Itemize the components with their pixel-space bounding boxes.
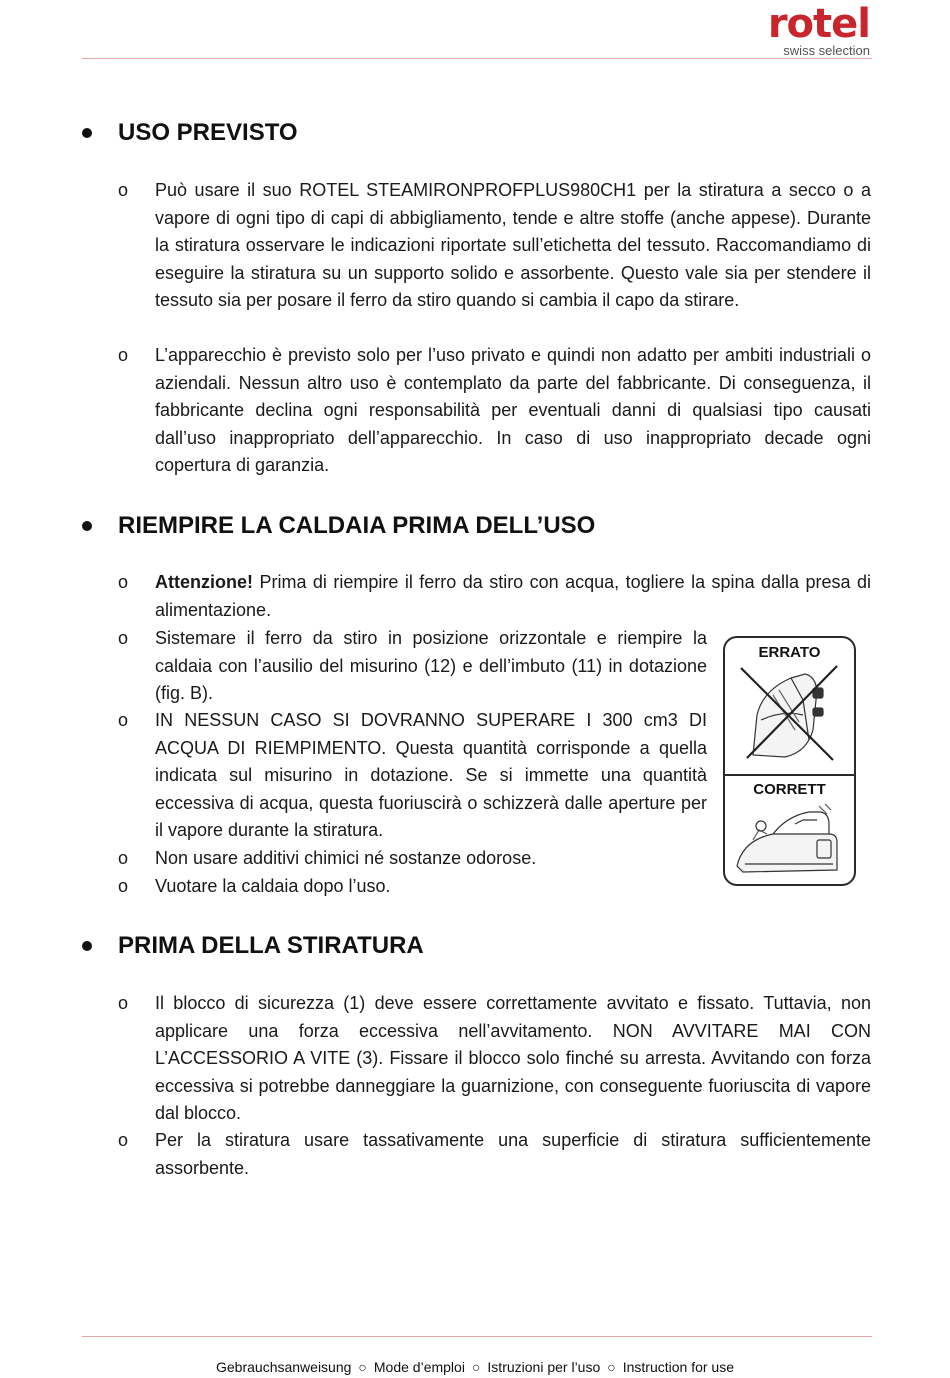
list-marker: o <box>118 345 129 365</box>
list-item-text: Non usare additivi chimici né sostanze odorose. <box>155 848 537 868</box>
logo-tagline: swiss selection <box>783 43 870 58</box>
iron-upright-icon <box>733 660 848 765</box>
section-title: RIEMPIRE LA CALDAIA PRIMA DELL’USO <box>118 512 596 539</box>
list-item-text: Sistemare il ferro da stiro in posizione orizzontale e riempire la caldaia con l’ausilio del misurino (12) e dell’imbuto (11) in dotazione (fig. B). <box>155 628 707 704</box>
figure-label-correct: CORRETT <box>753 781 826 798</box>
iron-filling-figure <box>723 636 856 886</box>
list-marker: o <box>118 628 129 648</box>
list-marker: o <box>118 876 129 896</box>
list-item-text <box>155 569 871 624</box>
footer-divider <box>82 1336 872 1337</box>
list-item-text: L’apparecchio è previsto solo per l’uso privato e quindi non adatto per ambiti industriali o aziendali. Nessun altro uso è contemplato da parte del fabbricante. Di conseguenza, il fabbricante declina ogni responsabilità per eventuali danni di qualsiasi tipo causati dall’uso inappropriato dell’apparecchio. In caso di uso inappropriato decade ogni copertura di garanzia. <box>155 345 871 476</box>
rotel-logo <box>720 1 870 58</box>
separator-icon: ○ <box>607 1359 616 1375</box>
footer-item-german: Gebrauchsanweisung <box>216 1359 352 1375</box>
bullet-icon <box>82 521 92 531</box>
section-heading-uso-previsto <box>82 118 872 154</box>
header-divider <box>82 58 872 59</box>
logo-brand: rotel <box>767 1 870 47</box>
figure-divider <box>725 774 854 776</box>
list-marker: o <box>118 848 129 868</box>
section-title: PRIMA DELLA STIRATURA <box>118 932 424 959</box>
list-marker: o <box>118 572 129 592</box>
section-title: USO PREVISTO <box>118 119 298 146</box>
list-marker: o <box>118 180 129 200</box>
attention-text: Prima di riempire il ferro da stiro con acqua, togliere la spina dalla presa di alimentazione. <box>155 572 871 620</box>
section-heading-prima-stiratura <box>82 931 872 967</box>
footer-languages <box>0 1357 950 1377</box>
footer-item-french: Mode d’emploi <box>373 1359 465 1375</box>
separator-icon: ○ <box>471 1359 481 1375</box>
list-item-text: Il blocco di sicurezza (1) deve essere correttamente avvitato e fissato. Tuttavia, non applicare una forza eccessiva nell’avvitamento. NON AVVITARE MAI CON L’ACCESSORIO A VITE (3). Fissare il blocco solo finché su arresta. Avvitando con forza eccessiva si potrebbe danneggiare la guarnizione, con conseguente fuoriuscita di vapore dal blocco. <box>155 993 871 1124</box>
bullet-icon <box>82 128 92 138</box>
bullet-icon <box>82 941 92 951</box>
section-heading-riempire <box>82 511 872 547</box>
attention-label: Attenzione! <box>155 572 253 592</box>
footer-item-italian: Istruzioni per l’uso <box>487 1359 601 1375</box>
list-item-text: IN NESSUN CASO SI DOVRANNO SUPERARE I 300 cm3 DI ACQUA DI RIEMPIMENTO. Questa quantità corrisponde a quella indicata sul misurino in dotazione. Se si immette una quantità eccessiva di acqua, questa fuoriuscirà o schizzerà dalle aperture per il vapore durante la stiratura. <box>155 710 707 841</box>
figure-label-wrong: ERRATO <box>758 644 821 661</box>
list-item-text: Per la stiratura usare tassativamente una superficie di stiratura sufficientemente assorbente. <box>155 1130 871 1178</box>
footer-item-english: Instruction for use <box>622 1359 734 1375</box>
iron-horizontal-icon <box>733 800 848 882</box>
list-item-text: Vuotare la caldaia dopo l’uso. <box>155 876 391 896</box>
list-marker: o <box>118 1130 129 1150</box>
list-marker: o <box>118 710 129 730</box>
list-marker: o <box>118 993 129 1013</box>
list-item-text: Può usare il suo ROTEL STEAMIRONPROFPLUS980CH1 per la stiratura a secco o a vapore di ogni tipo di capi di abbigliamento, tende e altre stoffe (anche appese). Durante la stiratura osservare le indicazioni riportate sull’etichetta del tessuto. Raccomandiamo di eseguire la stiratura su un supporto solido e assorbente. Questo vale sia per stendere il tessuto sia per posare il ferro da stiro quando si cambia il capo da stirare. <box>155 180 871 311</box>
separator-icon: ○ <box>358 1359 367 1375</box>
